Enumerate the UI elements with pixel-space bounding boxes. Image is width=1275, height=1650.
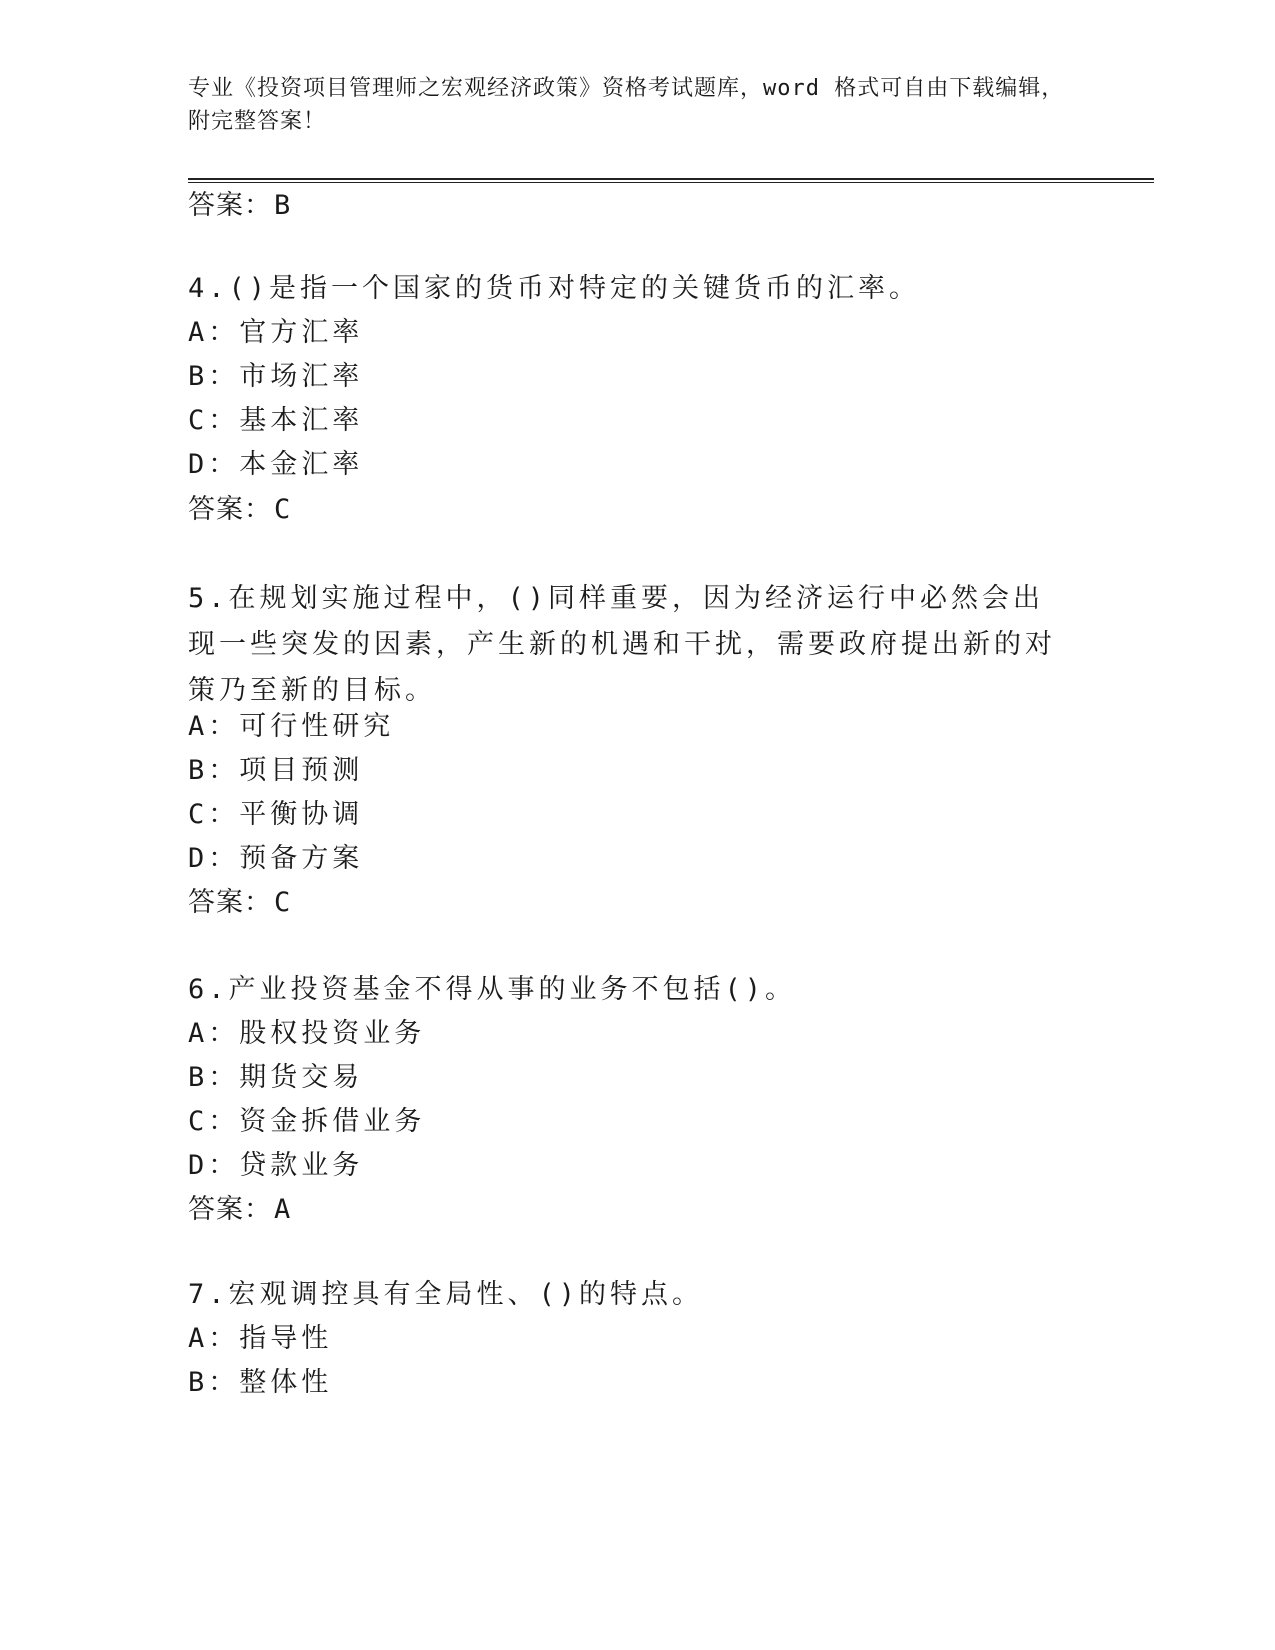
- question-7-option-a: A：指导性: [188, 1323, 333, 1354]
- answer-value: C: [274, 887, 292, 918]
- question-5-option-c: C：平衡协调: [188, 799, 364, 830]
- question-5-option-b: B：项目预测: [188, 755, 364, 786]
- answer-value: A: [274, 1194, 292, 1225]
- question-6-option-b: B：期货交易: [188, 1062, 364, 1093]
- question-6-option-c: C：资金拆借业务: [188, 1106, 426, 1137]
- answer-line-prev: [188, 183, 291, 229]
- document-header: 专业《投资项目管理师之宏观经济政策》资格考试题库，word 格式可自由下载编辑，附完整答案！: [188, 76, 1065, 134]
- question-4-option-d: D：本金汇率: [188, 449, 364, 480]
- question-6-option-d: D：贷款业务: [188, 1150, 364, 1181]
- question-4-option-a: A：官方汇率: [188, 317, 364, 348]
- question-7-text: 7.宏观调控具有全局性、()的特点。: [188, 1279, 704, 1310]
- answer-label: 答案：: [188, 887, 272, 918]
- answer-label: 答案：: [188, 1194, 272, 1225]
- answer-label: 答案：: [188, 494, 272, 525]
- header-divider: [188, 178, 1154, 183]
- question-5-text: 5.在规划实施过程中，()同样重要，因为经济运行中必然会出现一些突发的因素，产生新的机遇和干扰，需要政府提出新的对策乃至新的目标。: [188, 583, 1056, 706]
- question-5-answer: [188, 880, 291, 926]
- question-5-option-a: A：可行性研究: [188, 711, 395, 742]
- question-5-option-d: D：预备方案: [188, 843, 364, 874]
- answer-label: 答案：: [188, 190, 272, 221]
- question-6-answer: [188, 1187, 291, 1233]
- question-6-option-a: A：股权投资业务: [188, 1018, 426, 1049]
- answer-value: B: [274, 190, 292, 221]
- question-4-option-c: C：基本汇率: [188, 405, 364, 436]
- answer-value: C: [274, 494, 292, 525]
- question-6-text: 6.产业投资基金不得从事的业务不包括()。: [188, 974, 797, 1005]
- question-4-option-b: B：市场汇率: [188, 361, 364, 392]
- question-4-text: 4.()是指一个国家的货币对特定的关键货币的汇率。: [188, 273, 921, 304]
- question-4-answer: [188, 487, 291, 533]
- question-7-option-b: B：整体性: [188, 1367, 333, 1398]
